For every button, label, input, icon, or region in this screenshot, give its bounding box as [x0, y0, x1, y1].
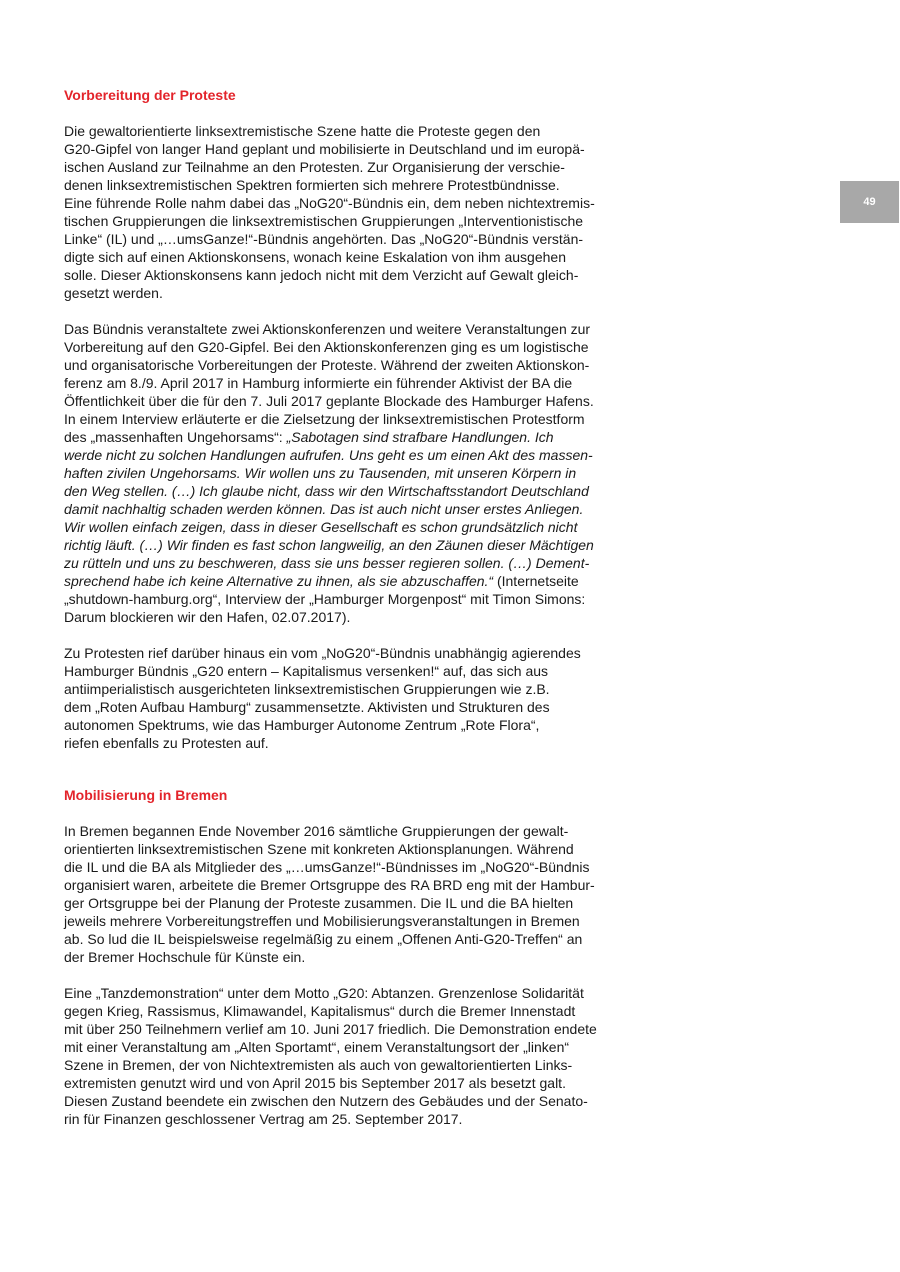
- paragraph: Die gewaltorientierte linksextremistische Szene hatte die Proteste gegen den G20-Gipfel von langer Hand geplant und mobilisierte in Deutschland und im europä- ischen Ausland zur Teilnahme an den Protesten. Zur Organisierung der verschie- denen linksextremistischen Spektren formierten sich mehrere Protestbündnisse. Eine führende Rolle nahm dabei das „NoG20“-Bündnis ein, dem neben nichtextremis- tischen Gruppierungen die linksextremistischen Gruppierungen „Interventionistische Linke“ (IL) und „…umsGanze!“-Bündnis angehörten. Das „NoG20“-Bündnis verstän- digte sich auf einen Aktionskonsens, wonach keine Eskalation von ihm ausgehen solle. Dieser Aktionskonsens kann jedoch nicht mit dem Verzicht auf Gewalt gleich- gesetzt werden.: [64, 123, 595, 301]
- paragraph: Zu Protesten rief darüber hinaus ein vom „NoG20“-Bündnis unabhängig agierendes Hamburger Bündnis „G20 entern – Kapitalismus versenken!“ auf, das sich aus antiimperialistisch ausgerichteten linksextremistischen Gruppierungen wie z.B. dem „Roten Aufbau Hamburg“ zusammensetzte. Aktivisten und Strukturen des autonomen Spektrums, wie das Hamburger Autonome Zentrum „Rote Flora“, riefen ebenfalls zu Protesten auf.: [64, 645, 581, 751]
- document-body: [64, 86, 624, 1128]
- paragraph: Eine „Tanzdemonstration“ unter dem Motto „G20: Abtanzen. Grenzenlose Solidarität gegen Krieg, Rassismus, Klimawandel, Kapitalismus“ durch die Bremer Innenstadt mit über 250 Teilnehmern verlief am 10. Juni 2017 friedlich. Die Demonstration endete mit einer Veranstaltung am „Alten Sportamt“, einem Veranstaltungsort der „linken“ Szene in Bremen, der von Nichtextremisten als auch von gewaltorientierten Links- extremisten genutzt wird und von April 2015 bis September 2017 als besetzt galt. Diesen Zustand beendete ein zwischen den Nutzern des Gebäudes und der Senato- rin für Finanzen geschlossener Vertrag am 25. September 2017.: [64, 985, 597, 1127]
- section-heading-vorbereitung: Vorbereitung der Proteste: [64, 87, 236, 103]
- section-heading-bremen: Mobilisierung in Bremen: [64, 787, 228, 803]
- interview-quote: „Sabotagen sind strafbare Handlungen. Ich werde nicht zu solchen Handlungen aufrufen. Uns geht es um einen Akt des massen- haften zivilen Ungehorsams. Wir wollen uns zu Tausenden, mit unseren Körpern in den Weg stellen. (…) Ich glaube nicht, dass wir den Wirtschaftsstandort Deutschland damit nachhaltig schaden werden können. Das ist auch nicht unser erstes Anliegen. Wir wollen einfach zeigen, dass in dieser Gesellschaft es schon grundsätzlich nicht richtig läuft. (…) Wir finden es fast schon langweilig, an den Zäunen dieser Mächtigen zu rütteln und uns zu beschweren, dass sie uns besser regieren sollen. (…) Dement- sprechend habe ich keine Alternative zu ihnen, als sie abzuschaffen.“: [64, 429, 594, 589]
- source-citation: (Internetseite „shutdown-hamburg.org“, Interview der „Hamburger Morgenpost“ mit Timon Simons: Darum blockieren wir den Hafen, 02.07.2017).: [64, 573, 586, 625]
- paragraph-text: Das Bündnis veranstaltete zwei Aktionskonferenzen und weitere Veranstaltungen zur Vorbereitung auf den G20-Gipfel. Bei den Aktionskonferenzen ging es um logistische und organisatorische Vorbereitungen der Proteste. Während der zweiten Aktionskon- ferenz am 8./9. April 2017 in Hamburg informierte ein führender Aktivist der BA die Öffentlichkeit über die für den 7. Juli 2017 geplante Blockade des Hamburger Hafens. In einem Interview erläuterte er die Zielsetzung der linksextremistischen Protestform des „massenhaften Ungehorsams“:: [64, 321, 594, 445]
- paragraph: In Bremen begannen Ende November 2016 sämtliche Gruppierungen der gewalt- orientierten linksextremistischen Szene mit konkreten Aktionsplanungen. Während die IL und die BA als Mitglieder des „…umsGanze!“-Bündnisses im „NoG20“-Bündnis organisiert waren, arbeitete die Bremer Ortsgruppe des RA BRD eng mit der Hambur- ger Ortsgruppe bei der Planung der Proteste zusammen. Die IL und die BA hielten jeweils mehrere Vorbereitungstreffen und Mobilisierungsveranstaltungen in Bremen ab. So lud die IL beispielsweise regelmäßig zu einem „Offenen Anti-G20-Treffen“ an der Bremer Hochschule für Künste ein.: [64, 823, 595, 965]
- page-number: 49: [840, 181, 899, 223]
- paragraph-with-quote: [64, 320, 624, 626]
